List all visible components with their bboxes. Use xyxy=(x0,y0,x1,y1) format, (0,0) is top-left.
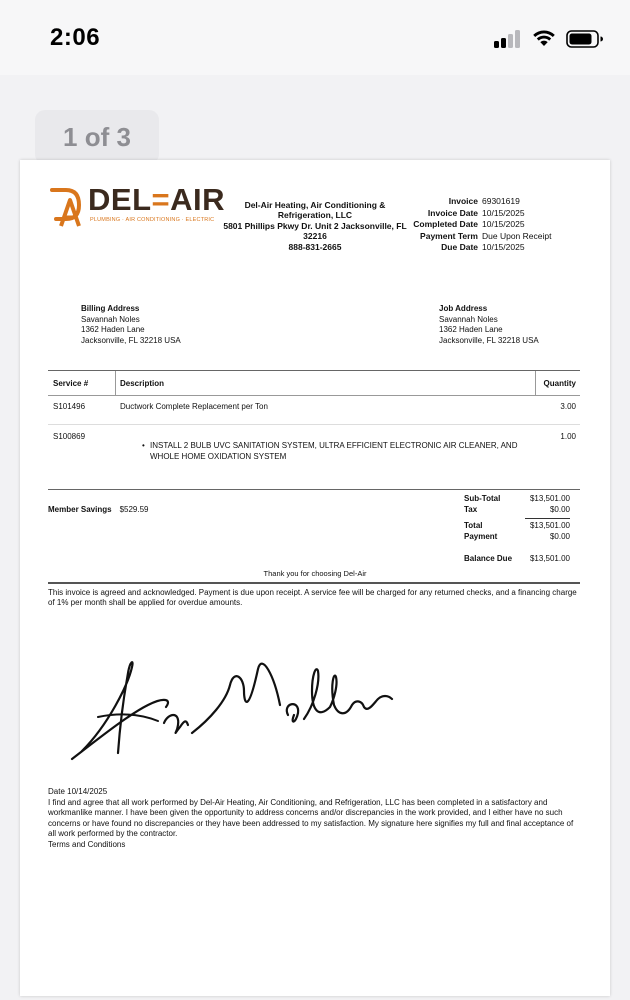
invoice-page[interactable]: DEL=AIR PLUMBING · AIR CONDITIONING · ELECTRIC Del-Air Heating, Air Conditioning & Refrigeration, LLC 5801 Phillips Pkwy Dr. Unit 2 Jacksonville, FL 32216 888-831-2665 Invoice 69301619 Invoice Date 10/15/2025 Completed Date 10/15/2025 Payment Term Due Upon Receipt Due Date 10/15/2025 Billing Address Savannah Noles 1362 Haden Lane Jacksonville, FL 32218 USA Job Address Savannah Noles 1362 Haden Lane Jacksonville, FL 32218 USA Service # Description Quantity S101496 Ductwork Complete Replacement per Ton 3.00 S100869 • INSTALL 2 BULB UVC SANITATION SYSTEM, ULTRA EFFICIENT ELECTRONIC AIR CLEANER, AND WHOLE HOME OXIDATION SYSTEM 1.00 Member Savings $529.59 Sub-Total $13,501.00 Tax $0.00 Total $13,501.00 Payment $0.00 Balance Due $13,501.00 Thank you for choosing Del-Air This invoice is agreed and acknowledged. Payment is due upon receipt. A service fee will be charged for any returned checks, and a financing charge of 1% per month shall be applied for overdue amounts. Date 10/14/2025 I find and agree that all work performed by Del-Air Heating, Air Conditioning, and Refrigeration, LLC has been completed in a satisfactory and workmanlike manner. I have been given the opportunity to address concerns and/or discrepancies in the work provided, and I either have no such concerns or have found no discrepancies or they have been addressed to my satisfaction. My signature here signifies my full and final acceptance of all work performed by the contractor. Terms and Conditions xyxy=(20,160,610,996)
status-time: 2:06 xyxy=(50,24,101,51)
meta-row-invoice-date: Invoice Date 10/15/2025 xyxy=(427,207,525,218)
meta-row-completed-date: Completed Date 10/15/2025 xyxy=(413,219,525,229)
acceptance-statement: I find and agree that all work performed by Del-Air Heating, Air Conditioning, and Refrigeration, LLC has been completed in a satisfactory and workmanlike manner. I have been given the opportunity to address concerns and/or discrepancies in the work provided, and I either have no such concerns or have found no discrepancies or they have been addressed to my satisfaction. My signature here signifies my full and final acceptance of all work performed by the contractor. xyxy=(48,798,574,839)
logo-tagline: PLUMBING · AIR CONDITIONING · ELECTRIC xyxy=(90,217,215,223)
page-indicator: 1 of 3 xyxy=(35,110,159,164)
acceptance-terms xyxy=(48,798,578,850)
signature-date: Date 10/14/2025 xyxy=(48,787,108,796)
header-service: Service # xyxy=(53,379,89,388)
battery-icon xyxy=(566,29,604,49)
header-quantity: Quantity xyxy=(543,379,576,388)
service-number: S101496 xyxy=(53,402,86,411)
company-name-line2: Refrigeration, LLC xyxy=(277,210,353,221)
acknowledgement-text: This invoice is agreed and acknowledged. Payment is due upon receipt. A service fee will be charged for any returned checks, and a financing charge of 1% per month shall be applied for overdue amounts. xyxy=(48,588,577,608)
company-phone: 888-831-2665 xyxy=(288,241,342,252)
service-quantity: 1.00 xyxy=(560,432,576,441)
company-info xyxy=(222,200,408,252)
del-air-wordmark: DEL=AIR xyxy=(88,182,225,217)
job-address: Job Address Savannah Noles 1362 Haden Lane Jacksonville, FL 32218 USA xyxy=(439,304,539,345)
service-number: S100869 xyxy=(53,432,86,441)
del-air-logo xyxy=(48,182,225,230)
meta-row-due-date: Due Date 10/15/2025 xyxy=(441,242,525,252)
wifi-icon xyxy=(531,27,557,47)
member-savings: Member Savings $529.59 xyxy=(48,505,149,514)
customer-signature xyxy=(68,655,408,765)
service-description: Ductwork Complete Replacement per Ton xyxy=(120,402,268,411)
del-air-logo-mark-icon xyxy=(48,186,86,228)
service-description: • INSTALL 2 BULB UVC SANITATION SYSTEM, ULTRA EFFICIENT ELECTRONIC AIR CLEANER, AND WHOLE HOME OXIDATION SYSTEM xyxy=(150,441,520,462)
invoice-meta xyxy=(400,196,551,254)
status-bar xyxy=(0,0,630,75)
company-address-line2: 32216 xyxy=(303,231,327,242)
line-items-header xyxy=(48,370,580,396)
service-quantity: 3.00 xyxy=(560,402,576,411)
company-name-line1: Del-Air Heating, Air Conditioning & xyxy=(244,200,386,210)
meta-row-invoice: Invoice 69301619 xyxy=(448,196,520,206)
header-description: Description xyxy=(120,379,165,388)
meta-row-payment-term: Payment Term Due Upon Receipt xyxy=(420,230,552,241)
thank-you-note: Thank you for choosing Del-Air xyxy=(263,569,367,578)
company-address-line1: 5801 Phillips Pkwy Dr. Unit 2 Jacksonville, FL xyxy=(223,220,407,231)
billing-address: Billing Address Savannah Noles 1362 Haden Lane Jacksonville, FL 32218 USA xyxy=(81,304,181,345)
terms-and-conditions-link[interactable]: Terms and Conditions xyxy=(48,839,126,849)
cellular-signal-icon xyxy=(494,30,522,48)
